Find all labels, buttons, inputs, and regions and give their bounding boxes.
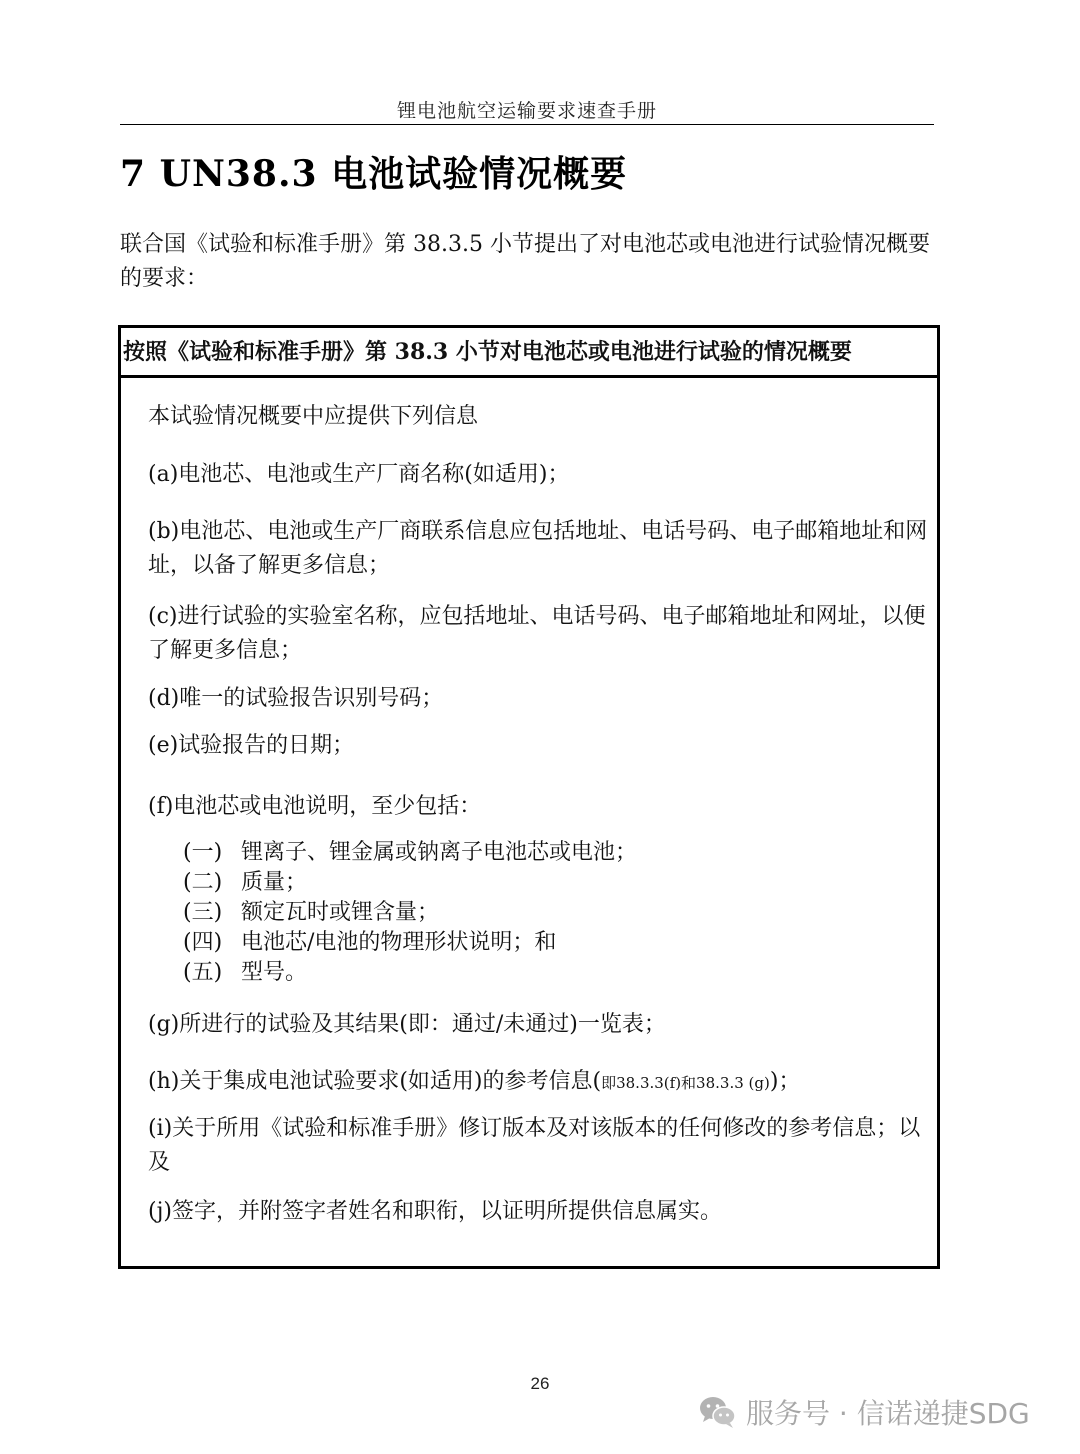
box-heading: 按照《试验和标准手册》第 38.3 小节对电池芯或电池进行试验的情况概要 <box>121 328 937 378</box>
wechat-icon <box>698 1395 738 1429</box>
item-e: (e)试验报告的日期； <box>148 733 355 758</box>
item-g: (g)所进行的试验及其结果(即：通过/未通过)一览表； <box>148 1012 666 1037</box>
subitem-text: 锂离子、锂金属或钠离子电池芯或电池； <box>241 840 638 865</box>
item-c: (c)进行试验的实验室名称，应包括地址、电话号码、电子邮箱地址和网址，以便了解更多信息； <box>148 604 926 663</box>
item-h-text: (h)关于集成电池试验要求(如适用)的参考信息( <box>148 1069 602 1094</box>
item-f-subitem <box>183 838 637 868</box>
item-f-subitem <box>183 898 439 928</box>
box-body <box>121 328 937 1266</box>
running-header-title: 锂电池航空运输要求速查手册 <box>396 100 657 122</box>
box-lead-text: 本试验情况概要中应提供下列信息 <box>148 404 479 429</box>
item-h-reference: 即38.3.3(f)和38.3.3 (g) <box>601 1074 770 1092</box>
item-b: (b)电池芯、电池或生产厂商联系信息应包括地址、电话号码、电子邮箱地址和网址，以备了解更多信息； <box>148 519 928 578</box>
item-f: (f)电池芯或电池说明，至少包括： <box>148 794 482 819</box>
item-h <box>148 1065 928 1100</box>
item-a: (a)电池芯、电池或生产厂商名称(如适用)； <box>148 462 570 487</box>
subitem-number: (一) <box>183 840 223 865</box>
item-i: (i)关于所用《试验和标准手册》修订版本及对该版本的任何修改的参考信息；以及 <box>148 1116 921 1175</box>
subitem-number: (五) <box>183 960 223 985</box>
item-j: (j)签字，并附签字者姓名和职衔，以证明所提供信息属实。 <box>148 1199 722 1224</box>
item-d: (d)唯一的试验报告识别号码； <box>148 686 444 711</box>
item-h-end: )； <box>769 1069 801 1094</box>
header-divider <box>120 124 934 125</box>
subitem-text: 电池芯/电池的物理形状说明；和 <box>241 930 557 955</box>
subitem-number: (三) <box>183 900 223 925</box>
page-number: 26 <box>530 1374 550 1393</box>
subitem-text: 额定瓦时或锂含量； <box>241 900 440 925</box>
watermark <box>698 1390 1030 1434</box>
subitem-number: (四) <box>183 930 223 955</box>
summary-requirements-box <box>118 325 940 1269</box>
subitem-number: (二) <box>183 870 223 895</box>
item-f-subitem <box>183 958 307 988</box>
intro-paragraph: 联合国《试验和标准手册》第 38.3.5 小节提出了对电池芯或电池进行试验情况概要的要求： <box>120 232 930 291</box>
item-f-subitem <box>183 868 307 898</box>
section-title: 7 UN38.3 电池试验情况概要 <box>120 153 628 195</box>
item-f-subitem <box>183 928 556 958</box>
subitem-text: 型号。 <box>241 960 308 985</box>
subitem-text: 质量； <box>241 870 308 895</box>
watermark-text: 服务号 · 信诺递捷SDG <box>746 1397 1030 1430</box>
